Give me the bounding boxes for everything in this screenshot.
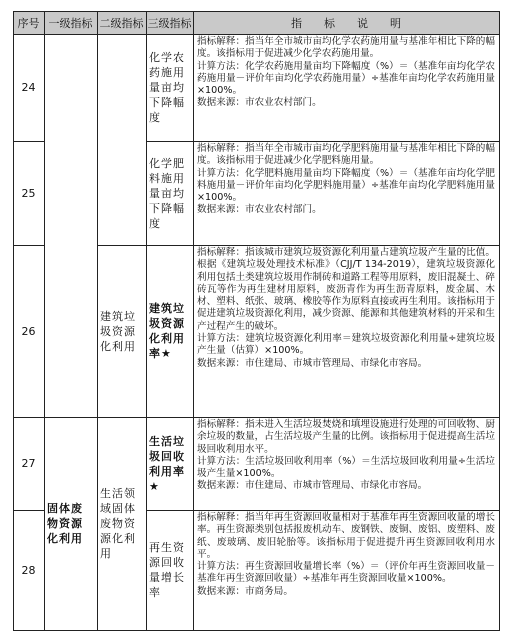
grid-line xyxy=(13,34,499,35)
row-26-explanation: 指标解释：指该城市建筑垃圾资源化利用量占建筑垃圾产生量的比值。根据《建筑垃圾处理技术标准》（CJJ/T 134-2019），建筑垃圾资源化利用包括土类建筑垃圾用作制砖和道路工程等用原料，废旧混凝土、碎砖瓦等作为再生建材用原料，废沥青作为再生沥青原料，废金属、木材、塑料、纸张、玻璃、橡胶等作为原料直接或再生利用。该指标用于促进建筑垃圾资源化利用，减少资源、能源和其他建筑材料的开采和生产过程产生的破坏。 xyxy=(197,247,495,332)
row-26-number: 26 xyxy=(21,324,36,338)
row-24-description xyxy=(193,34,499,141)
row-28-number: 28 xyxy=(21,563,36,577)
grid-line xyxy=(499,11,500,631)
level1-solid-waste xyxy=(44,417,97,630)
row-25-source: 数据来源：市农业农村部门。 xyxy=(197,204,322,216)
row-28-explanation: 指标解释：指当年再生资源回收量相对于基准年再生资源回收量的增长率。再生资源类别包括报废机动车、废钢铁、废铜、废铝、废塑料、废纸、废玻璃、废旧轮胎等。该指标用于促进提升再生资源回收利用水平。 xyxy=(197,512,495,560)
row-26-level3 xyxy=(146,245,193,417)
row-24-level3 xyxy=(146,34,193,141)
header-level1: 一级指标 xyxy=(44,11,97,34)
row-28-method: 计算方法：再生资源回收量增长率（%）＝（评价年再生资源回收量－基准年再生资源回收量）÷基准年再生资源回收量×100%。 xyxy=(197,561,495,585)
row-27-source: 数据来源：市住建局、市城市管理局、市绿化市容局。 xyxy=(197,480,428,492)
row-27-description xyxy=(193,417,499,510)
grid-line xyxy=(97,11,98,631)
header-level2: 二级指标 xyxy=(97,11,146,34)
row-24-method: 计算方法：化学农药施用量亩均下降幅度（%）＝（基准年亩均化学农药施用量－评价年亩均化学农药施用量）÷基准年亩均化学农药施用量×100%。 xyxy=(197,60,495,97)
header-description: 指 标 说 明 xyxy=(193,11,499,34)
row-26-description xyxy=(193,245,499,417)
grid-line xyxy=(13,11,14,631)
row-28-source: 数据来源：市商务局。 xyxy=(197,585,293,597)
row-25-method: 计算方法：化学肥料施用量亩均下降幅度（%）＝（基准年亩均化学肥料施用量－评价年亩均化学肥料施用量）÷基准年亩均化学肥料施用量×100%。 xyxy=(197,167,495,204)
grid-line xyxy=(146,141,499,142)
row-25-level3-text: 化学肥料施用量亩均下降幅度 xyxy=(149,156,185,230)
grid-line xyxy=(193,11,194,631)
header-seq: 序号 xyxy=(13,11,44,34)
row-26-level2-text: 建筑垃圾资源化利用 xyxy=(100,309,136,353)
row-28-level3-text: 再生资源回收量增长率 xyxy=(149,541,185,599)
grid-line xyxy=(13,510,44,511)
row-27-method: 计算方法：生活垃圾回收利用率（%）＝生活垃圾回收利用量÷生活垃圾产生量×100%。 xyxy=(197,455,495,480)
row-25-level3 xyxy=(146,141,193,245)
row-26-level2 xyxy=(97,245,146,417)
row-25-explanation: 指标解释：指当年全市城市亩均化学肥料施用量与基准年相比下降的幅度。该指标用于促进减少化学肥料施用量。 xyxy=(197,143,495,167)
grid-line xyxy=(146,11,147,631)
grid-line xyxy=(44,11,45,631)
row-24-explanation: 指标解释：指当年全市城市亩均化学农药施用量与基准年相比下降的幅度。该指标用于促进减少化学农药施用量。 xyxy=(197,36,495,60)
grid-line xyxy=(13,245,44,246)
row-24-level3-text: 化学农药施用量亩均下降幅度 xyxy=(149,51,185,124)
row-26-level3-text: 建筑垃圾资源化利用率★ xyxy=(149,302,185,360)
row-24-source: 数据来源：市农业农村部门。 xyxy=(197,97,322,109)
grid-line xyxy=(13,630,499,631)
header-level3: 三级指标 xyxy=(146,11,193,34)
row-27-level3-text: 生活垃圾回收利用率★ xyxy=(149,434,185,493)
level2-domestic-waste-text: 生活领域固体废物资源化利用 xyxy=(100,487,136,560)
level1-solid-waste-text: 固体废物资源化利用 xyxy=(47,502,83,545)
row-25-description xyxy=(193,141,499,245)
grid-line xyxy=(13,141,44,142)
row-27-number: 27 xyxy=(21,457,36,470)
grid-line xyxy=(97,245,499,246)
level2-domestic-waste xyxy=(97,417,146,630)
grid-line xyxy=(146,510,499,511)
row-27-explanation: 指标解释：指未进入生活垃圾焚烧和填埋设施进行处理的可回收物、厨余垃圾的数量，占生活垃圾产生量的比例。该指标用于促进提高生活垃圾回收利用水平。 xyxy=(197,419,495,455)
row-26-method: 计算方法：建筑垃圾资源化利用率＝建筑垃圾资源化利用量÷建筑垃圾产生量（估算）×100%。 xyxy=(197,333,495,357)
row-28-level3 xyxy=(146,510,193,630)
row-25-number: 25 xyxy=(21,186,36,200)
row-24-number: 24 xyxy=(21,81,36,94)
grid-line xyxy=(13,11,499,12)
grid-line xyxy=(13,417,499,418)
row-26-source: 数据来源：市住建局、市城市管理局、市绿化市容局。 xyxy=(197,357,428,369)
row-27-level3 xyxy=(146,417,193,510)
row-28-description xyxy=(193,510,499,630)
